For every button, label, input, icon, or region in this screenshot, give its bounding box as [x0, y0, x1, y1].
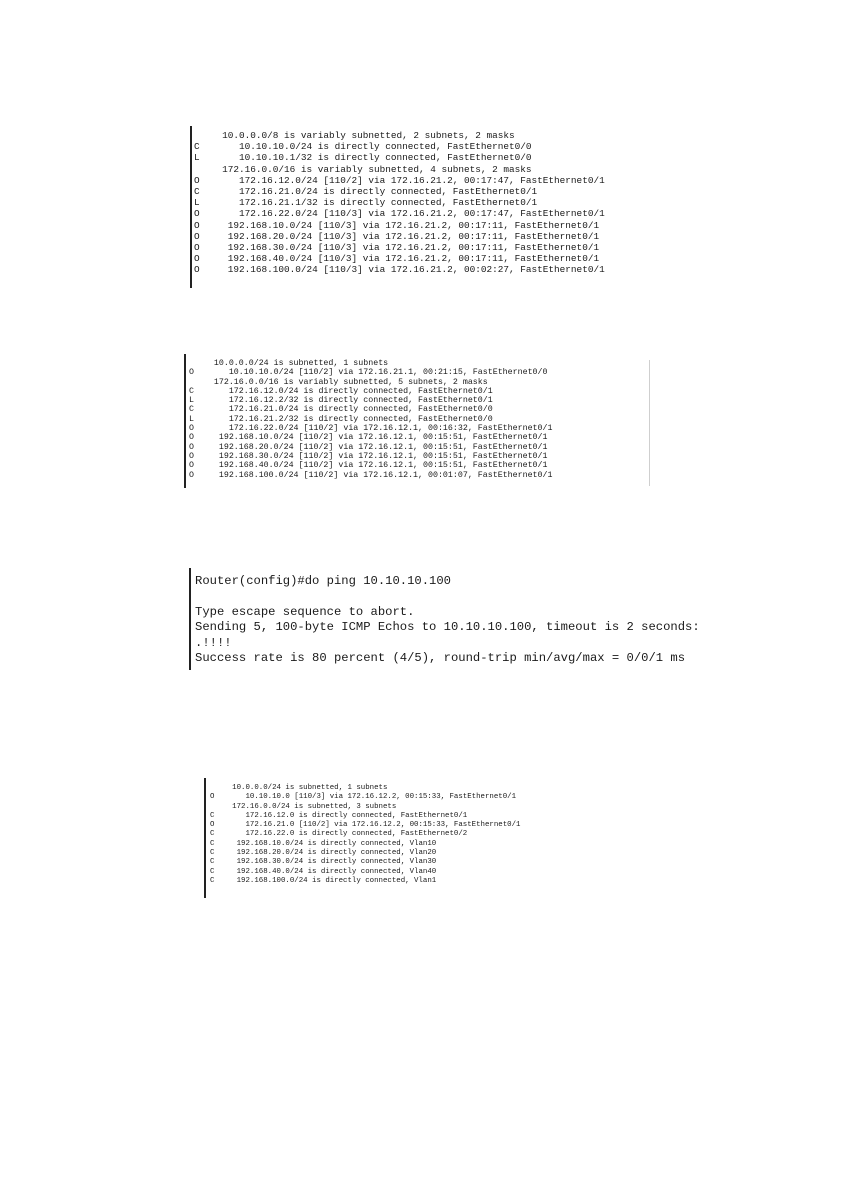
terminal-line: O 192.168.10.0/24 [110/3] via 172.16.21.2, 00:17:11, FastEthernet0/1: [194, 219, 600, 231]
terminal-line: L 172.16.12.2/32 is directly connected, FastEthernet0/1: [189, 396, 493, 406]
terminal-line: O 172.16.22.0/24 [110/3] via 172.16.21.2, 00:17:47, FastEthernet0/1: [194, 208, 605, 220]
terminal-command-line: Router(config)#do ping 10.10.10.100: [195, 574, 451, 588]
terminal-line: C 10.10.10.0/24 is directly connected, FastEthernet0/0: [194, 141, 532, 153]
terminal-line: O 192.168.10.0/24 [110/2] via 172.16.12.1, 00:15:51, FastEthernet0/1: [189, 433, 548, 443]
terminal-line: C 192.168.20.0/24 is directly connected, Vlan20: [210, 849, 437, 858]
terminal-line: O 192.168.30.0/24 [110/2] via 172.16.12.1, 00:15:51, FastEthernet0/1: [189, 451, 548, 461]
terminal-line: C 172.16.12.0/24 is directly connected, FastEthernet0/1: [189, 386, 493, 396]
terminal-line: O 192.168.100.0/24 [110/2] via 172.16.12.1, 00:01:07, FastEthernet0/1: [189, 470, 553, 480]
terminal-output: [210, 784, 520, 886]
terminal-line: O 192.168.40.0/24 [110/2] via 172.16.12.1, 00:15:51, FastEthernet0/1: [189, 461, 548, 471]
terminal-line: .!!!!: [195, 635, 232, 650]
ping-output-screenshot: [189, 566, 709, 672]
terminal-line: O 172.16.12.0/24 [110/2] via 172.16.21.2, 00:17:47, FastEthernet0/1: [194, 174, 605, 186]
terminal-left-border: [184, 354, 186, 488]
terminal-line: Type escape sequence to abort.: [195, 604, 415, 619]
terminal-line: 10.0.0.0/8 is variably subnetted, 2 subnets, 2 masks: [194, 130, 515, 141]
terminal-output: [189, 359, 552, 480]
terminal-line: O 192.168.20.0/24 [110/3] via 172.16.21.2, 00:17:11, FastEthernet0/1: [194, 230, 600, 242]
terminal-line: 172.16.0.0/16 is variably subnetted, 5 subnets, 2 masks: [189, 377, 488, 387]
terminal-line: C 192.168.100.0/24 is directly connected, Vlan1: [210, 876, 437, 885]
terminal-line: O 192.168.100.0/24 [110/3] via 172.16.21.2, 00:02:27, FastEthernet0/1: [194, 264, 605, 276]
terminal-line: O 172.16.22.0/24 [110/2] via 172.16.12.1, 00:16:32, FastEthernet0/1: [189, 424, 553, 434]
terminal-right-border: [649, 360, 650, 486]
routing-table-screenshot-1: [190, 124, 750, 290]
terminal-line: C 192.168.40.0/24 is directly connected, Vlan40: [210, 867, 437, 876]
terminal-left-border: [204, 778, 206, 898]
terminal-output: [195, 574, 700, 666]
terminal-line: O 192.168.30.0/24 [110/3] via 172.16.21.2, 00:17:11, FastEthernet0/1: [194, 242, 600, 254]
terminal-line: 172.16.0.0/16 is variably subnetted, 4 subnets, 2 masks: [194, 163, 532, 175]
terminal-line: Sending 5, 100-byte ICMP Echos to 10.10.10.100, timeout is 2 seconds:: [195, 620, 700, 635]
terminal-line: O 192.168.20.0/24 [110/2] via 172.16.12.1, 00:15:51, FastEthernet0/1: [189, 442, 548, 452]
terminal-line: 10.0.0.0/24 is subnetted, 1 subnets: [189, 359, 389, 368]
terminal-line: O 10.10.10.0 [110/3] via 172.16.12.2, 00:15:33, FastEthernet0/1: [210, 793, 517, 802]
terminal-left-border: [189, 568, 191, 670]
terminal-line: L 10.10.10.1/32 is directly connected, FastEthernet0/0: [194, 152, 532, 164]
terminal-line: L 172.16.21.2/32 is directly connected, FastEthernet0/0: [189, 414, 493, 424]
terminal-line: [195, 589, 700, 604]
terminal-line: C 172.16.21.0/24 is directly connected, FastEthernet0/1: [194, 186, 538, 198]
routing-table-screenshot-3: [204, 776, 604, 898]
terminal-line: O 172.16.21.0 [110/2] via 172.16.12.2, 00:15:33, FastEthernet0/1: [210, 821, 521, 830]
terminal-line: C 172.16.22.0 is directly connected, FastEthernet0/2: [210, 830, 468, 839]
terminal-line: C 172.16.21.0/24 is directly connected, FastEthernet0/0: [189, 405, 493, 415]
routing-table-screenshot-2: [184, 354, 654, 490]
terminal-line: O 192.168.40.0/24 [110/3] via 172.16.21.2, 00:17:11, FastEthernet0/1: [194, 253, 600, 265]
terminal-line: L 172.16.21.1/32 is directly connected, FastEthernet0/1: [194, 197, 538, 209]
terminal-line: 10.0.0.0/24 is subnetted, 1 subnets: [210, 784, 388, 792]
terminal-line: C 192.168.10.0/24 is directly connected, Vlan10: [210, 839, 437, 848]
terminal-line: C 192.168.30.0/24 is directly connected, Vlan30: [210, 858, 437, 867]
terminal-line: 172.16.0.0/24 is subnetted, 3 subnets: [210, 802, 397, 811]
terminal-line: O 10.10.10.0/24 [110/2] via 172.16.21.1, 00:21:15, FastEthernet0/0: [189, 368, 548, 378]
terminal-line: C 172.16.12.0 is directly connected, FastEthernet0/1: [210, 811, 468, 820]
terminal-left-border: [190, 126, 192, 288]
terminal-output: [194, 130, 605, 276]
terminal-line: Success rate is 80 percent (4/5), round-trip min/avg/max = 0/0/1 ms: [195, 651, 686, 666]
